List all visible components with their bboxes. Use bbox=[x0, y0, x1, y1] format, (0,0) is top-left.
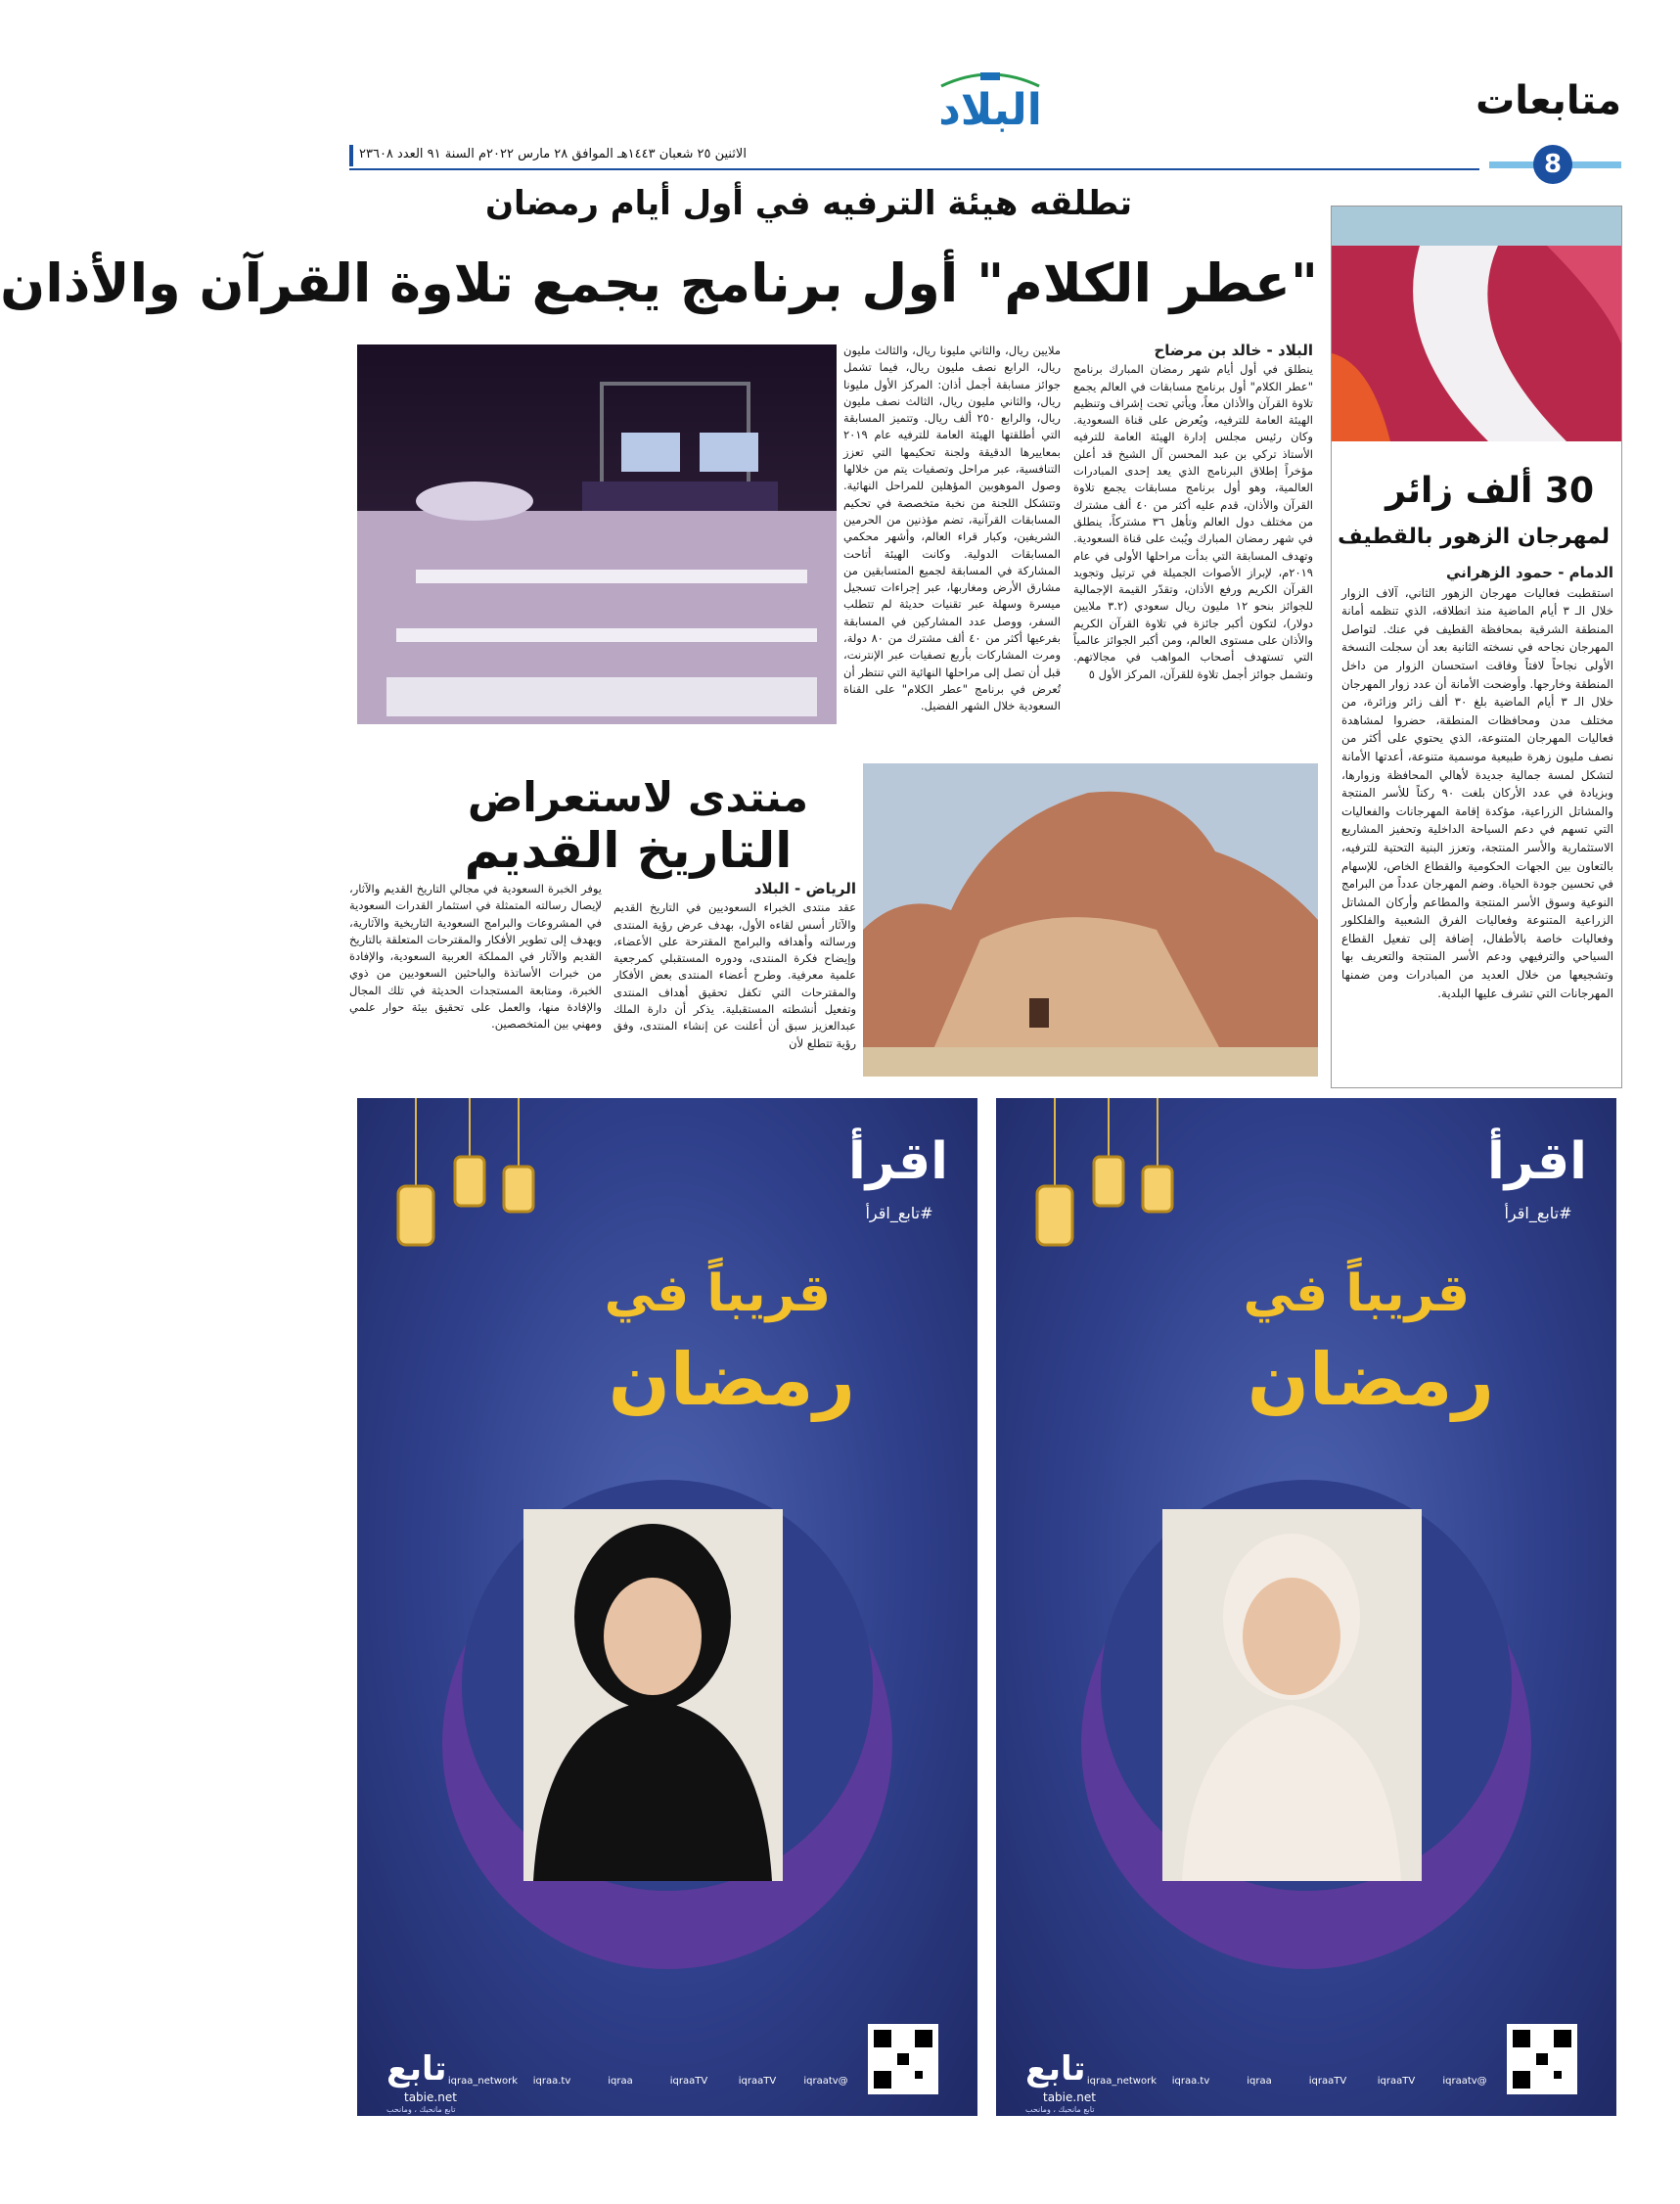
crescent-portrait bbox=[357, 1450, 977, 1998]
main-story-col-left bbox=[843, 343, 1061, 734]
ad-panel-right bbox=[996, 1098, 1616, 2116]
ad-footer bbox=[357, 2033, 977, 2116]
masthead bbox=[349, 69, 1621, 179]
rock-formation-photo bbox=[863, 763, 1318, 1077]
side-headline: 30 ألف زائر bbox=[1385, 471, 1594, 511]
iqraa-logo: اقرأ bbox=[1486, 1132, 1587, 1191]
forum-body-2: يوفر الخبرة السعودية في مجالي التاريخ القديم والآثار، لإيصال رسالته المتمثلة في استثمار القدرات السعودية في المشروعات والبرامج السعودية التاريخية والآثارية، ويهدف إلى تطوير الأفكار والمقترحات المتعلقة بالتاريخ القديم والآثار في المملكة العربية السعودية، والإفادة من خبرات الأساتذة والباحثين السعوديين من ذوي الخبرة، ومتابعة المستجدات الحديثة في تلك المجال والإفادة منها، والعمل على تحقيق بيئة حوار علمي ومهني بين المتخصصين. bbox=[349, 882, 602, 1032]
lantern-icon bbox=[377, 1098, 572, 1333]
main-story-body-1: ينطلق في أول أيام شهر رمضان المبارك برنامج "عطر الكلام" أول برنامج مسابقات في العالم يجمع تلاوة القرآن والأذان معاً، ويأتي تحت إشراف وتنظيم الهيئة العامة للترفيه، ويُعرض على قناة السعودية. وكان رئيس مجلس إدارة الهيئة العامة للترفيه الأستاذ تركي بن عبد المحسن آل الشيخ قد أعلن مؤخراً إطلاق البرنامج الذي يعد إحدى المبادرات العالمية، وهو أول برنامج مسابقات يجمع تلاوة القرآن والأذان، قدم عليه أكثر من ٤٠ ألف مشترك من مختلف دول العالم وتأهل ٣٦ مشتركاً، ينطلق في شهر رمضان المبارك ويُبث على قناة السعودية. وتهدف المسابقة التي بدأت مراحلها الأولى في عام ٢٠١٩م، لإبراز الأصوات الجميلة في ترتيل وتجويد القرآن الكريم ورفع الأذان، وتقدّر القيمة الإجمالية للجوائز بنحو ١٢ مليون ريال سعودي (٣.٢ ملايين دولار)، لتكون أكبر جائزة في تلاوة القرآن الكريم والأذان على مستوى العالم، ومن أكبر الجوائز عالمياً التي تستهدف أصحاب المواهب في مجالاتهم. وتشمل جوائز أجمل تلاوة للقرآن، المركز الأول ٥ bbox=[1073, 362, 1314, 681]
forum-col-left bbox=[349, 881, 602, 1077]
tabie-tagline: تابع مانحبك ، ومانحب bbox=[386, 2105, 456, 2114]
social-handle-3: iqraaTV bbox=[669, 2076, 708, 2087]
main-headline: "عطر الكلام" أول برنامج يجمع تلاوة القرآن والأذان bbox=[0, 253, 1318, 314]
ad-line-2: رمضان bbox=[608, 1338, 855, 1422]
forum-col-right bbox=[613, 881, 856, 1077]
side-subheadline: لمهرجان الزهور بالقطيف bbox=[1338, 525, 1610, 549]
crescent-portrait bbox=[996, 1450, 1616, 1998]
ad-hashtag: #تابع_اقرأ bbox=[865, 1204, 933, 1222]
side-story-byline: الدمام - حمود الزهراني bbox=[1446, 564, 1613, 581]
paper-logo bbox=[922, 69, 1059, 137]
ad-line-2: رمضان bbox=[1247, 1338, 1494, 1422]
flower-field-illustration bbox=[1332, 207, 1621, 441]
social-handle-2: iqraaTV bbox=[738, 2076, 777, 2087]
social-handle-6: iqraa_network bbox=[1086, 2076, 1157, 2087]
social-handle-5: iqraa.tv bbox=[1171, 2076, 1210, 2087]
section-label: متابعات bbox=[1476, 78, 1621, 123]
qr-code-icon bbox=[1507, 2024, 1577, 2094]
social-handle-3: iqraaTV bbox=[1308, 2076, 1347, 2087]
side-story-text bbox=[1341, 564, 1613, 1078]
social-handle-5: iqraa.tv bbox=[532, 2076, 571, 2087]
page-number: 8 bbox=[1543, 150, 1563, 179]
ad-footer bbox=[996, 2033, 1616, 2116]
main-kicker: تطلقه هيئة الترفيه في أول أيام رمضان bbox=[484, 184, 1132, 223]
forum-story bbox=[349, 754, 1318, 1086]
ad-line-1: قريباً في bbox=[604, 1264, 831, 1323]
forum-byline: الرياض - البلاد bbox=[753, 880, 856, 897]
tabie-logo: تابع bbox=[1025, 2049, 1086, 2089]
social-handle-6: iqraa_network bbox=[447, 2076, 518, 2087]
tabie-logo: تابع bbox=[386, 2049, 447, 2089]
tabie-tagline: تابع مانحبك ، ومانحب bbox=[1025, 2105, 1095, 2114]
social-handle-2: iqraaTV bbox=[1377, 2076, 1416, 2087]
desert-rock-illustration bbox=[863, 763, 1318, 1077]
lantern-icon bbox=[1016, 1098, 1211, 1333]
ad-hashtag: #تابع_اقرأ bbox=[1504, 1204, 1572, 1222]
dateline-marker bbox=[349, 145, 353, 166]
social-handle-4: iqraa bbox=[608, 2076, 633, 2087]
social-handle-4: iqraa bbox=[1247, 2076, 1272, 2087]
side-story-body: استقطبت فعاليات مهرجان الزهور الثاني، آلاف الزوار خلال الـ ٣ أيام الماضية منذ انطلاقه، الذي تنظمه أمانة المنطقة الشرقية بمحافظة القطيف في عنك. لتواصل المهرجان نجاحه في نسخته الثانية بعد أن سجلت النسخة الأولى نجاحاً لافتاً وفاقت استحسان الزوار من داخل المنطقة وخارجها. وأوضحت الأمانة أن عدد زوار المهرجان خلال الـ ٣ أيام الماضية بلغ ٣٠ ألف زائر وزائرة، من مختلف مدن ومحافظات المنطقة، حضروا لمشاهدة فعاليات المهرجان المتنوعة، الذي يحتوي على أكثر من نصف مليون زهرة طبيعية موسمية متنوعة، أعدتها الأمانة لتشكل لمسة جمالية جديدة لأهالي المحافظة وزوارها، وبزيادة في عدد الأركان بلغت ٩٠ ركناً للأسر المنتجة والمشاتل الزراعية، مؤكدة إقامة المهرجانات والفعاليات التي تسهم في دعم السياحة الداخلية وتحفيز المشاريع الاستثمارية والأسر المنتجة، وتعزز البنية التحتية للترفيه، بالتعاون بين الجهات الحكومية والقطاع الخاص، للإسهام في تحسين جودة الحياة. وضم المهرجان عدداً من البرامج النوعية وسوق الأسر المنتجة والمطاعم وأركان المشاتل الزراعية المتنوعة وفعاليات الفرق الشعبية والفلكلور وفعاليات خاصة بالأطفال، إضافة إلى تفعيل القطاع السياحي والترفيهي ودعم الأسر المنتجة والتعريف بها وتشجيعها من خلال العديد من المبادرات ومن ضمنها المهرجانات التي تشرف عليها البلدية. bbox=[1341, 585, 1614, 1000]
main-story-col-right bbox=[1073, 343, 1313, 734]
paper-name: البلاد bbox=[938, 85, 1042, 135]
tabie-url: tabie.net bbox=[1043, 2090, 1096, 2104]
forum-body-1: عقد منتدى الخبراء السعوديين في التاريخ القديم والآثار أسس لقاءه الأول، بهدف عرض رؤية المنتدى ورسالته وأهدافه والبرامج المقترحة على الأعضاء، وإيضاح فكرة المنتدى، ودوره المستقبلي كمرجعية علمية معرفية. وطرح أعضاء المنتدى بعض الأفكار والمقترحات التي تكفل تحقيق أهداف المنتدى وتفعيل أنشطته المستقبلية. يذكر أن دارة الملك عبدالعزيز سبق أن أعلنت عن إنشاء المنتدى، وفق رؤية تتطلع لأن bbox=[613, 900, 856, 1050]
tabie-url: tabie.net bbox=[404, 2090, 457, 2104]
side-story bbox=[1331, 206, 1622, 1088]
dateline bbox=[349, 145, 1479, 170]
ad-panel-left bbox=[357, 1098, 977, 2116]
forum-headline-line2: التاريخ القديم bbox=[464, 822, 793, 879]
flower-festival-photo bbox=[1332, 207, 1621, 441]
qr-code-icon bbox=[868, 2024, 938, 2094]
event-stage-illustration bbox=[357, 344, 837, 724]
page-number-badge bbox=[1533, 145, 1572, 184]
ad-line-1: قريباً في bbox=[1243, 1264, 1470, 1323]
dateline-text: الاثنين ٢٥ شعبان ١٤٤٣هـ الموافق ٢٨ مارس ٢٠٢٢م السنة ٩١ العدد ٢٣٦٠٨ bbox=[359, 147, 747, 161]
main-story-byline: البلاد - خالد بن مرضاح bbox=[1154, 342, 1313, 359]
main-story-body-2: ملايين ريال، والثاني مليونا ريال، والثالث مليون ريال، الرابع نصف مليون ريال، فيما تشمل جوائز مسابقة أجمل أذان: المركز الأول مليونا ريال، والثاني مليون ريال، الثالث نصف مليون ريال، والرابع ٢٥٠ ألف ريال. وتتميز المسابقة التي أطلقتها الهيئة العامة للترفيه عام ٢٠١٩ بمعاييرها الدقيقة ولجنة تحكيمها التي تعزز التنافسية، عبر مراحل وتصفيات يتم من خلالها وصول الموهوبين المؤهلين للمراحل النهائية. وتتشكل اللجنة من نخبة متخصصة في تحكيم المسابقات القرآنية، تضم مؤذنين من الحرمين الشريفين، وكبار قراء العالم، وأشهر محكمي المسابقات الدولية. وكانت الهيئة أتاحت المشاركة في المسابقة لجميع المتسابقين من مشارق الأرض ومغاربها، عبر إجراءات تسجيل ميسرة وسهلة عبر تقنيات حديثة لم تتطلب السفر، ووصل عدد المشاركين في المسابقة بفرعيها أكثر من ٤٠ ألف مشترك من ٨٠ دولة، ومرت المشاركات بأربع تصفيات عبر الإنترنت، قبل أن تصل إلى مراحلها النهائية التي تنتظر أن تُعرض في برنامج "عطر الكلام" على القناة السعودية خلال الشهر الفضيل. bbox=[843, 344, 1062, 713]
main-story-photo bbox=[357, 344, 837, 724]
social-handle-1: @iqraatv bbox=[803, 2076, 848, 2087]
forum-headline-line1: منتدى لاستعراض bbox=[467, 773, 809, 821]
social-handle-1: @iqraatv bbox=[1442, 2076, 1487, 2087]
iqraa-logo: اقرأ bbox=[847, 1132, 948, 1191]
